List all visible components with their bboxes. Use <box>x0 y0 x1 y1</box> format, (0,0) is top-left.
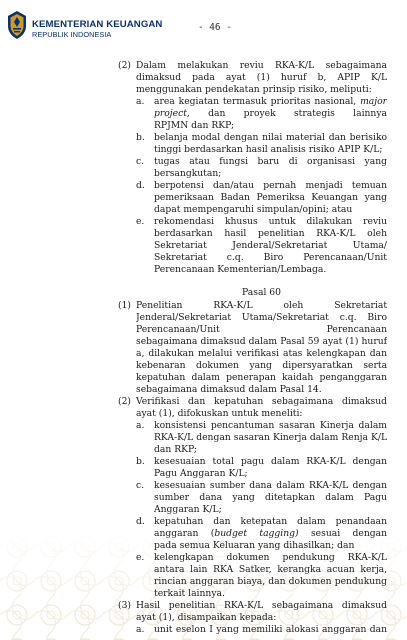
text-line: Jenderal/Sekretariat Utama/Sekretariat c.q. Biro <box>136 312 387 323</box>
text-line: ayat (1), disampaikan kepada: <box>136 612 277 623</box>
org-name: KEMENTERIAN KEUANGAN <box>32 19 163 30</box>
text-line: dan RKP; <box>154 444 197 455</box>
text-line: unit eselon I yang memiliki alokasi anggaran dan <box>154 624 387 635</box>
text-line: kepatuhan dan ketepatan dalam penandaan <box>154 516 387 527</box>
text-line: rincian anggaran biaya, dan dokumen pendukung <box>154 576 387 587</box>
text-line: tinggi berdasarkan hasil analisis risiko APIP K/L; <box>154 144 383 155</box>
list-item-marker: d. <box>136 516 145 527</box>
paragraph-number: (3) <box>118 600 132 611</box>
text-line: konsistensi pencantuman sasaran Kinerja dalam <box>154 420 387 431</box>
text-line: sumber dana yang ditetapkan dalam Pagu <box>154 492 387 503</box>
text-line: Sekretariat Jenderal/Sekretariat Utama/ <box>154 240 387 251</box>
list-item-marker: a. <box>136 420 145 431</box>
text-line: sebagaimana dimaksud dalam Pasal 59 ayat (1) huruf <box>136 336 387 347</box>
list-item-marker: a. <box>136 96 145 107</box>
text-line: Dalam melakukan reviu RKA-K/L sebagaimana <box>136 60 387 71</box>
text-line: menggunakan pendekatan prinsip risiko, meliputi: <box>136 84 372 95</box>
paragraph-number: (1) <box>118 300 132 311</box>
text-line: kesesuaian sumber dana dalam RKA-K/L dengan <box>154 480 387 491</box>
text-line: kesesuaian total pagu dalam RKA-K/L dengan <box>154 456 387 467</box>
text-line: RPJMN dan RKP; <box>154 120 235 131</box>
text-line: area kegiatan termasuk prioritas nasional, major <box>154 96 387 107</box>
paragraph-number: (2) <box>118 60 132 71</box>
text-line: Anggaran K/L; <box>154 504 222 515</box>
org-subtitle: REPUBLIK INDONESIA <box>32 30 112 39</box>
text-line: bersangkutan; <box>154 168 222 179</box>
text-line: terkait lainnya. <box>154 588 225 599</box>
text-line: kebenaran dokumen yang dipersyaratkan serta <box>136 360 387 371</box>
text-line: project, dan proyek strategis lainnya <box>154 108 387 119</box>
text-line: Verifikasi dan kepatuhan sebagaimana dimaksud <box>136 396 387 407</box>
list-item-marker: e. <box>136 552 145 563</box>
list-item-marker: d. <box>136 180 145 191</box>
text-line: belanja modal dengan nilai material dan berisiko <box>154 132 387 143</box>
page-number: - 46 - <box>198 22 232 33</box>
text-line: rekomendasi khusus untuk dilakukan reviu <box>154 216 387 227</box>
list-item-marker: b. <box>136 456 145 467</box>
text-line: a, dilakukan melalui verifikasi atas kelengkapan dan <box>136 348 387 359</box>
list-item-marker: a. <box>136 624 145 635</box>
text-line: Hasil penelitian RKA-K/L sebagaimana dimaksud <box>136 600 387 611</box>
text-line: sebagaimana dimaksud dalam Pasal 14. <box>136 384 322 395</box>
text-line: pada semua Keluaran yang dihasilkan; dan <box>154 540 355 551</box>
article-heading: Pasal 60 <box>242 287 281 298</box>
text-line: anggaran (budget tagging) sesuai dengan <box>154 528 387 539</box>
text-line: pemeriksaan Badan Pemeriksa Keuangan yang <box>154 192 387 203</box>
text-line: Penelitian RKA-K/L oleh Sekretariat <box>136 300 387 311</box>
text-line: RKA-K/L dengan sasaran Kinerja dalam Renja K/L <box>154 432 387 443</box>
text-line: Pagu Anggaran K/L; <box>154 468 248 479</box>
text-line: Perencanaan Kementerian/Lembaga. <box>154 264 327 275</box>
text-line: dapat mempengaruhi simpulan/opini; atau <box>154 204 353 215</box>
text-line: berdasarkan hasil penelitian RKA-K/L oleh <box>154 228 387 239</box>
text-line: berpotensi dan/atau pernah menjadi temuan <box>154 180 387 191</box>
list-item-marker: c. <box>136 480 145 491</box>
list-item-marker: c. <box>136 156 145 167</box>
list-item-marker: e. <box>136 216 145 227</box>
text-line: kelengkapan dokumen pendukung RKA-K/L <box>154 552 387 563</box>
text-line: dimaksud pada ayat (1) huruf b, APIP K/L <box>136 72 387 83</box>
text-line: kepatuhan dalam penerapan kaidah penganggaran <box>136 372 387 383</box>
text-line: Sekretariat c.q. Biro Perencanaan/Unit <box>154 252 387 263</box>
list-item-marker: b. <box>136 132 145 143</box>
paragraph-number: (2) <box>118 396 132 407</box>
text-line: antara lain RKA Satker, kerangka acuan kerja, <box>154 564 387 575</box>
text-line: ayat (1), difokuskan untuk meneliti: <box>136 408 303 419</box>
text-line: Perencanaan/Unit Perencanaan <box>136 324 387 335</box>
text-line: tugas atau fungsi baru di organisasi yang <box>154 156 387 167</box>
